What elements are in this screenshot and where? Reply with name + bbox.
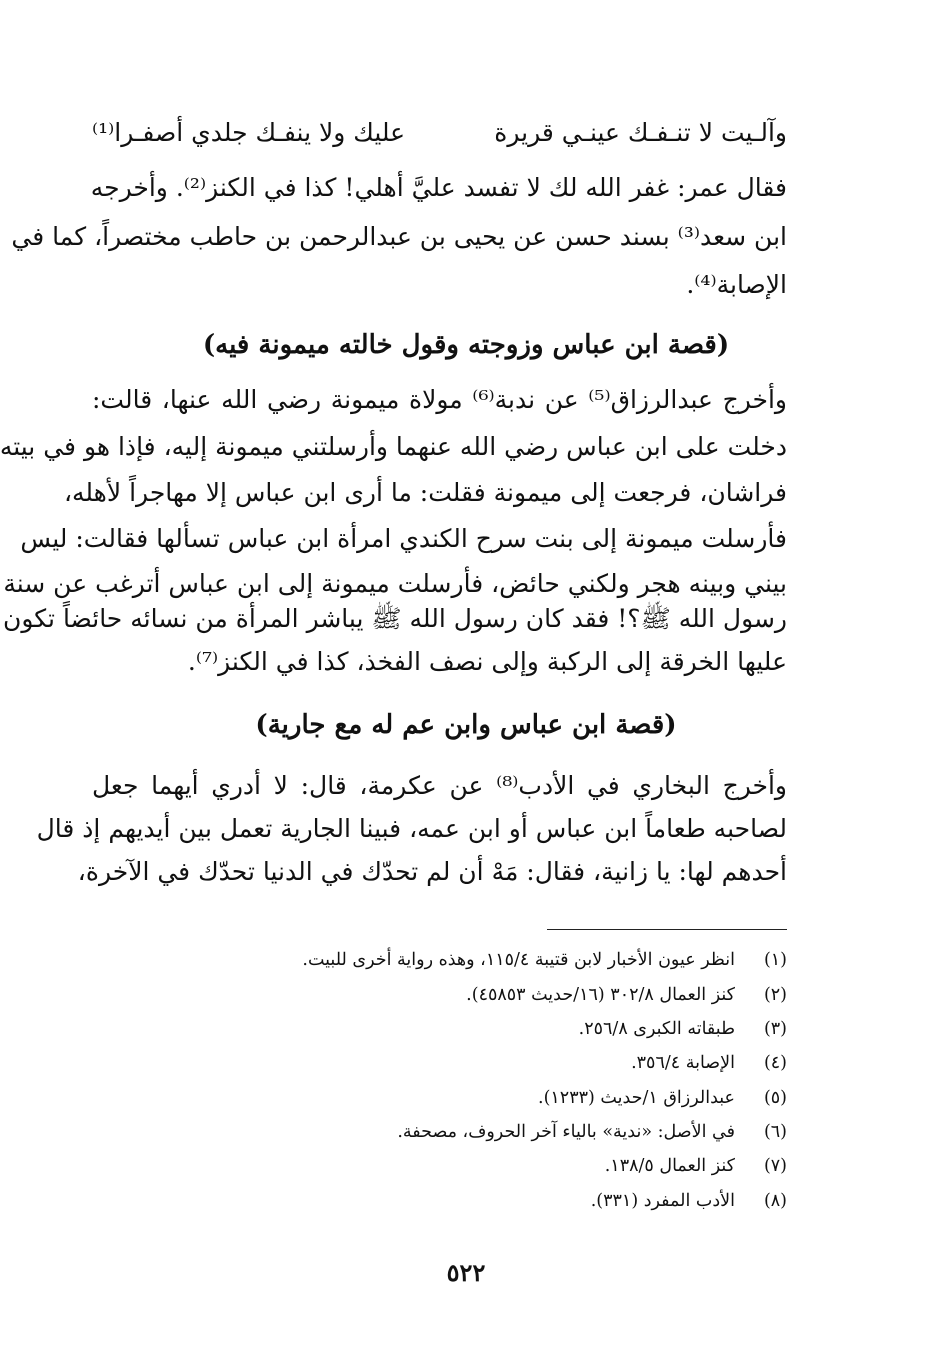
paragraph-line: ابن سعد⁽³⁾ بسند حسن عن يحيى بن عبدالرحمن بن حاطب مختصراً، كما في [11, 222, 787, 251]
footnote-number: (٣) [763, 1019, 787, 1039]
footnote-separator [547, 929, 787, 930]
page-number: ٥٢٢ [446, 1258, 486, 1287]
paragraph-line: وأخرج البخاري في الأدب⁽⁸⁾ عن عكرمة، قال: لا أدري أيهما جعل [92, 771, 787, 800]
footnote-text: انظر عيون الأخبار لابن قتيبة ١١٥/٤، وهذه رواية أخرى للبيت. [302, 950, 735, 970]
paragraph-line: لصاحبه طعاماً ابن عباس أو ابن عمه، فبينا الجارية تعمل بين أيديهم إذ قال [36, 814, 787, 843]
footnote-text: الأدب المفرد (٣٣١). [590, 1191, 735, 1211]
footnote [87, 1190, 787, 1212]
poetry-verse [92, 118, 787, 158]
footnote-number: (٥) [763, 1088, 787, 1108]
footnote-text: عبدالرزاق ١/حديث (١٢٣٣). [538, 1088, 735, 1108]
footnote [87, 984, 787, 1006]
section-heading: (قصة ابن عباس وابن عم له مع جارية) [255, 710, 677, 740]
footnote-number: (٦) [763, 1122, 787, 1142]
paragraph-line: عليها الخرقة إلى الركبة وإلى نصف الفخذ، كذا في الكنز⁽⁷⁾. [187, 647, 787, 676]
footnote [87, 1087, 787, 1109]
paragraph-line: فقال عمر: غفر الله لك لا تفسد عليَّ أهلي! كذا في الكنز⁽²⁾. وأخرجه [90, 173, 787, 202]
paragraph-line: دخلت على ابن عباس رضي الله عنهما وأرسلتني ميمونة إليه، فإذا هو في بيته [0, 432, 787, 461]
footnote-number: (٧) [763, 1156, 787, 1176]
footnote-text: الإصابة ٣٥٦/٤. [631, 1053, 735, 1073]
footnote-text: في الأصل: «ندية» بالياء آخر الحروف، مصحفة. [397, 1122, 735, 1142]
footnote-text: طبقاته الكبرى ٢٥٦/٨. [578, 1019, 735, 1039]
paragraph-line: الإصابة⁽⁴⁾. [686, 270, 787, 299]
footnote [87, 1018, 787, 1040]
paragraph-line: وأخرج عبدالرزاق⁽⁵⁾ عن ندبة⁽⁶⁾ مولاة ميمونة رضي الله عنها، قالت: [92, 385, 787, 414]
verse-left-hemistich: عليك ولا ينفـك جلدي أصفـرا⁽¹⁾ [92, 118, 406, 147]
footnote-text: كنز العمال ٣٠٢/٨ (١٦/حديث ٤٥٨٥٣). [466, 985, 735, 1005]
paragraph-line: أحدهم لها: يا زانية، فقال: مَهْ أن لم تحدّك في الدنيا تحدّك في الآخرة، [77, 857, 787, 886]
paragraph-line: رسول الله ﷺ؟! فقد كان رسول الله ﷺ يباشر المرأة من نسائه حائضاً تكون [2, 604, 787, 633]
footnote [87, 949, 787, 971]
footnote-number: (١) [763, 950, 787, 970]
footnote-number: (٨) [763, 1191, 787, 1211]
paragraph-line: فراشان، فرجعت إلى ميمونة فقلت: ما أرى ابن عباس إلا مهاجراً لأهله، [63, 478, 787, 507]
footnote [87, 1121, 787, 1143]
footnote-number: (٤) [763, 1053, 787, 1073]
footnote-text: كنز العمال ١٣٨/٥. [604, 1156, 735, 1176]
footnote-number: (٢) [763, 985, 787, 1005]
footnote [87, 1155, 787, 1177]
paragraph-line: بيني وبينه هجر ولكني حائض، فأرسلت ميمونة إلى ابن عباس أترغب عن سنة [3, 569, 787, 598]
verse-right-hemistich: وآلـيت لا تنـفـك عينـي قريرة [494, 118, 787, 147]
section-heading: (قصة ابن عباس وزوجته وقول خالته ميمونة فيه) [202, 330, 730, 360]
paragraph-line: فأرسلت ميمونة إلى بنت سرح الكندي امرأة ابن عباس تسألها فقالت: ليس [20, 524, 787, 553]
footnote [87, 1052, 787, 1074]
